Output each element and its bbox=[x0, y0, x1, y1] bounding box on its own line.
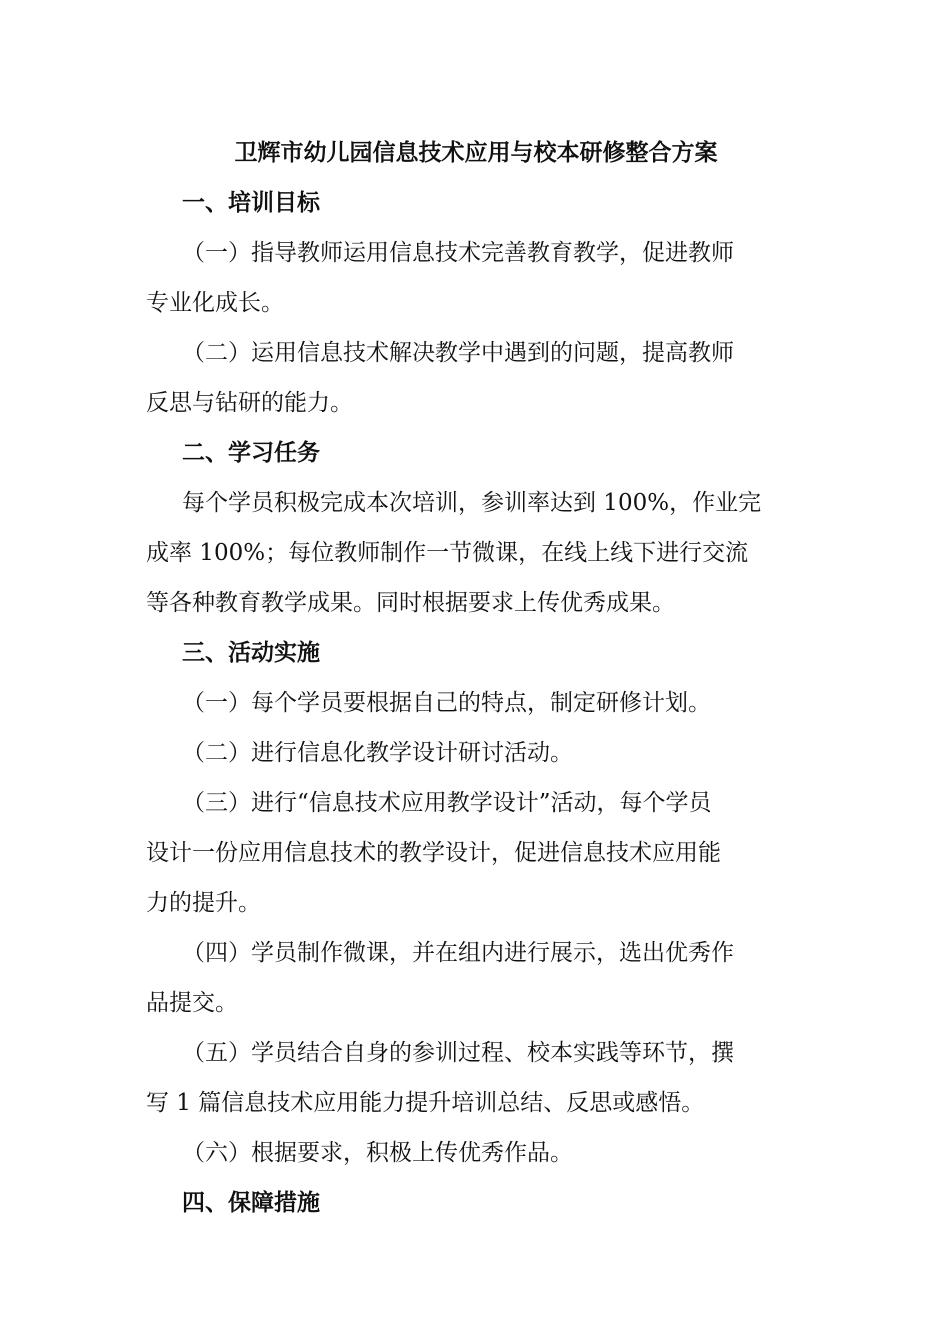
paragraph bbox=[146, 678, 806, 728]
paragraph bbox=[146, 328, 806, 428]
section-heading: 一、培训目标 bbox=[182, 189, 320, 216]
paragraph bbox=[146, 478, 806, 628]
paragraph-line: （四）学员制作微课，并在组内进行展示，选出优秀作 bbox=[182, 940, 734, 966]
paragraph-line: 反思与钻研的能力。 bbox=[146, 390, 353, 416]
paragraph-line: （三）进行“信息技术应用教学设计”活动，每个学员 bbox=[182, 790, 712, 816]
paragraph-line: 成率 100%；每位教师制作一节微课，在线上线下进行交流 bbox=[146, 540, 749, 566]
section-safeguard-measures bbox=[146, 1178, 806, 1228]
paragraph-line: 品提交。 bbox=[146, 990, 238, 1016]
paragraph bbox=[146, 778, 806, 928]
paragraph bbox=[146, 1028, 806, 1128]
section-heading: 三、活动实施 bbox=[182, 639, 320, 666]
paragraph bbox=[146, 1128, 806, 1178]
section-heading: 二、学习任务 bbox=[182, 439, 320, 466]
paragraph-line: 力的提升。 bbox=[146, 890, 261, 916]
paragraph-line: 专业化成长。 bbox=[146, 290, 284, 316]
section-activity-implementation bbox=[146, 628, 806, 1178]
paragraph bbox=[146, 928, 806, 1028]
paragraph-line: 等各种教育教学成果。同时根据要求上传优秀成果。 bbox=[146, 590, 675, 616]
paragraph-line: （二）进行信息化教学设计研讨活动。 bbox=[182, 740, 573, 766]
paragraph-line: 每个学员积极完成本次培训，参训率达到 100%，作业完 bbox=[182, 490, 762, 516]
section-learning-tasks bbox=[146, 428, 806, 628]
section-training-goals bbox=[146, 178, 806, 428]
document-body bbox=[146, 128, 806, 1228]
paragraph-line: 设计一份应用信息技术的教学设计，促进信息技术应用能 bbox=[146, 840, 721, 866]
paragraph-line: 写 1 篇信息技术应用能力提升培训总结、反思或感悟。 bbox=[146, 1090, 705, 1116]
paragraph-line: （一）指导教师运用信息技术完善教育教学，促进教师 bbox=[182, 240, 734, 266]
paragraph-line: （六）根据要求，积极上传优秀作品。 bbox=[182, 1140, 573, 1166]
paragraph-line: （二）运用信息技术解决教学中遇到的问题，提高教师 bbox=[182, 340, 734, 366]
section-heading: 四、保障措施 bbox=[182, 1189, 320, 1216]
paragraph-line: （五）学员结合自身的参训过程、校本实践等环节，撰 bbox=[182, 1040, 734, 1066]
paragraph bbox=[146, 228, 806, 328]
document-title: 卫辉市幼儿园信息技术应用与校本研修整合方案 bbox=[234, 139, 718, 166]
paragraph bbox=[146, 728, 806, 778]
paragraph-line: （一）每个学员要根据自己的特点，制定研修计划。 bbox=[182, 690, 711, 716]
